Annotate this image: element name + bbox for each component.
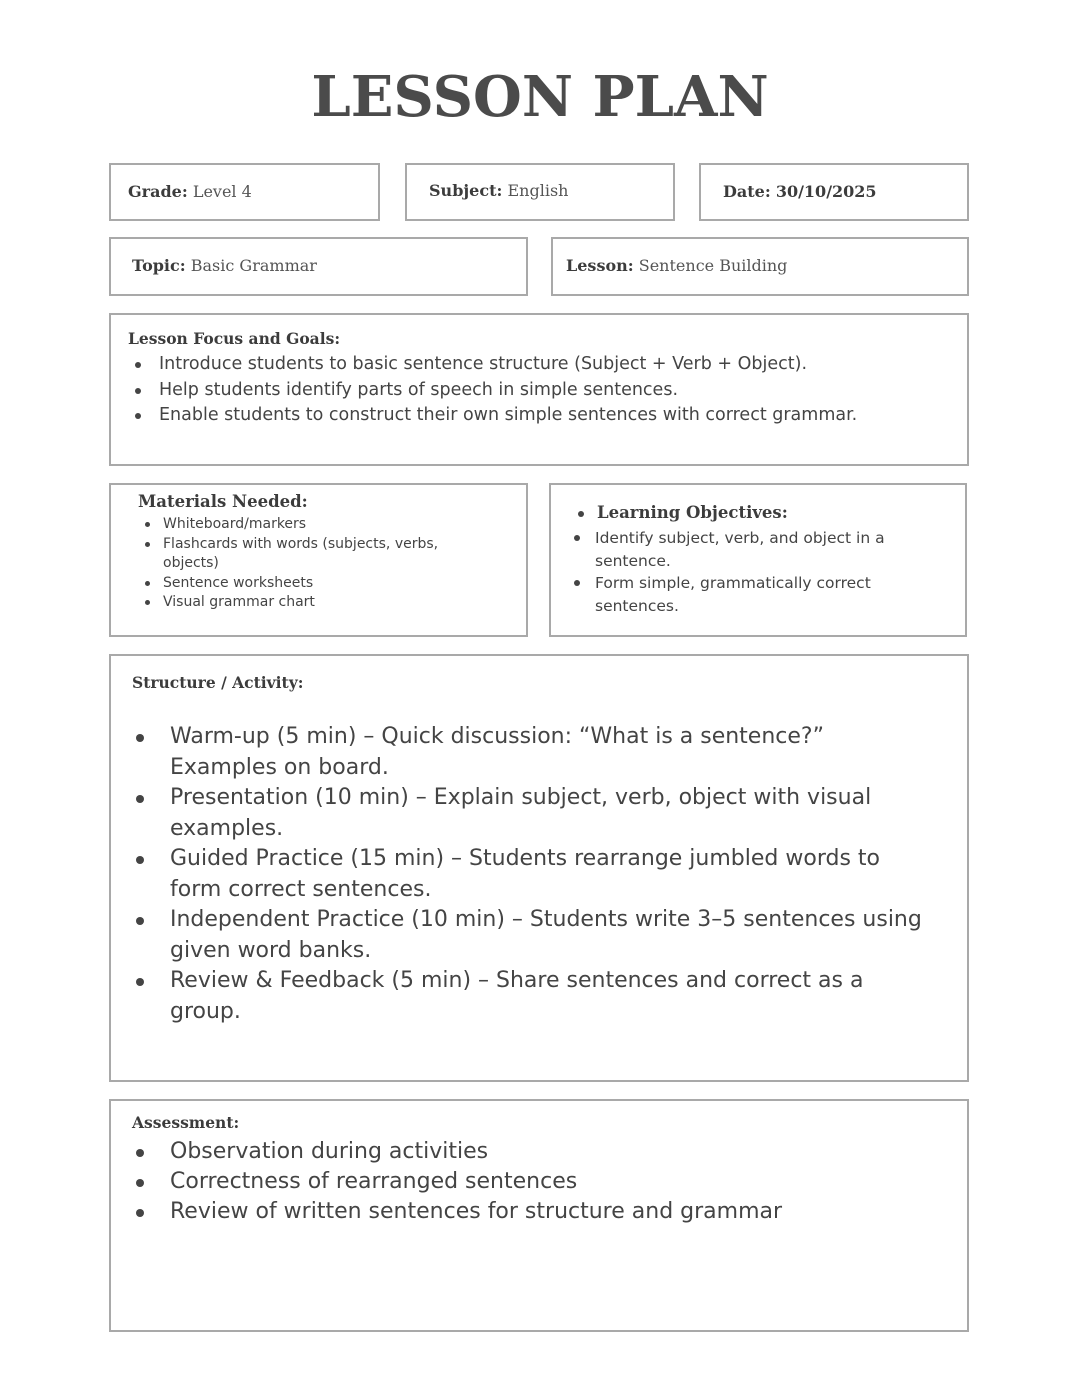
grade-label: Grade: — [128, 182, 188, 201]
lesson-value: Sentence Building — [638, 256, 788, 275]
list-item: Warm-up (5 min) – Quick discussion: “What is a sentence?” Examples on board. — [131, 722, 931, 783]
list-item: Sentence worksheets — [137, 574, 467, 594]
assessment-heading: Assessment: — [132, 1113, 240, 1132]
list-item: Enable students to construct their own simple sentences with correct grammar. — [129, 403, 949, 429]
list-item: Independent Practice (10 min) – Students write 3–5 sentences using given word banks. — [131, 905, 931, 966]
lesson-field — [566, 256, 787, 275]
objectives-heading: Learning Objectives: — [597, 503, 788, 522]
structure-list — [131, 722, 931, 1027]
page-title: LESSON PLAN — [311, 64, 769, 130]
list-item: Form simple, grammatically correct sentences. — [572, 572, 912, 617]
list-item: Review of written sentences for structure and grammar — [131, 1197, 931, 1227]
list-item: Identify subject, verb, and object in a sentence. — [572, 527, 912, 572]
subject-field — [429, 181, 568, 200]
list-item: Flashcards with words (subjects, verbs, objects) — [137, 535, 467, 574]
list-item: Review & Feedback (5 min) – Share sentences and correct as a group. — [131, 966, 931, 1027]
list-item: Visual grammar chart — [137, 593, 467, 613]
date-field — [723, 182, 877, 201]
materials-heading: Materials Needed: — [138, 492, 308, 511]
subject-value: English — [507, 181, 569, 200]
list-item: Presentation (10 min) – Explain subject, verb, object with visual examples. — [131, 783, 931, 844]
list-item: Whiteboard/markers — [137, 515, 467, 535]
objectives-list — [572, 527, 912, 617]
subject-label: Subject: — [429, 181, 503, 200]
list-item: Introduce students to basic sentence structure (Subject + Verb + Object). — [129, 352, 949, 378]
list-item: Correctness of rearranged sentences — [131, 1167, 931, 1197]
date-value: 30/10/2025 — [775, 182, 877, 201]
date-label: Date: — [723, 182, 771, 201]
list-item: Guided Practice (15 min) – Students rearrange jumbled words to form correct sentences. — [131, 844, 931, 905]
topic-label: Topic: — [132, 256, 186, 275]
list-item: Observation during activities — [131, 1137, 931, 1167]
structure-heading: Structure / Activity: — [132, 673, 304, 692]
list-item: Help students identify parts of speech in simple sentences. — [129, 378, 949, 404]
goals-list — [129, 352, 949, 429]
grade-value: Level 4 — [192, 182, 252, 201]
topic-field — [132, 256, 317, 275]
grade-field — [128, 182, 252, 201]
goals-heading: Lesson Focus and Goals: — [128, 329, 341, 348]
topic-value: Basic Grammar — [190, 256, 317, 275]
lesson-label: Lesson: — [566, 256, 634, 275]
assessment-list — [131, 1137, 931, 1227]
materials-list — [137, 515, 467, 613]
